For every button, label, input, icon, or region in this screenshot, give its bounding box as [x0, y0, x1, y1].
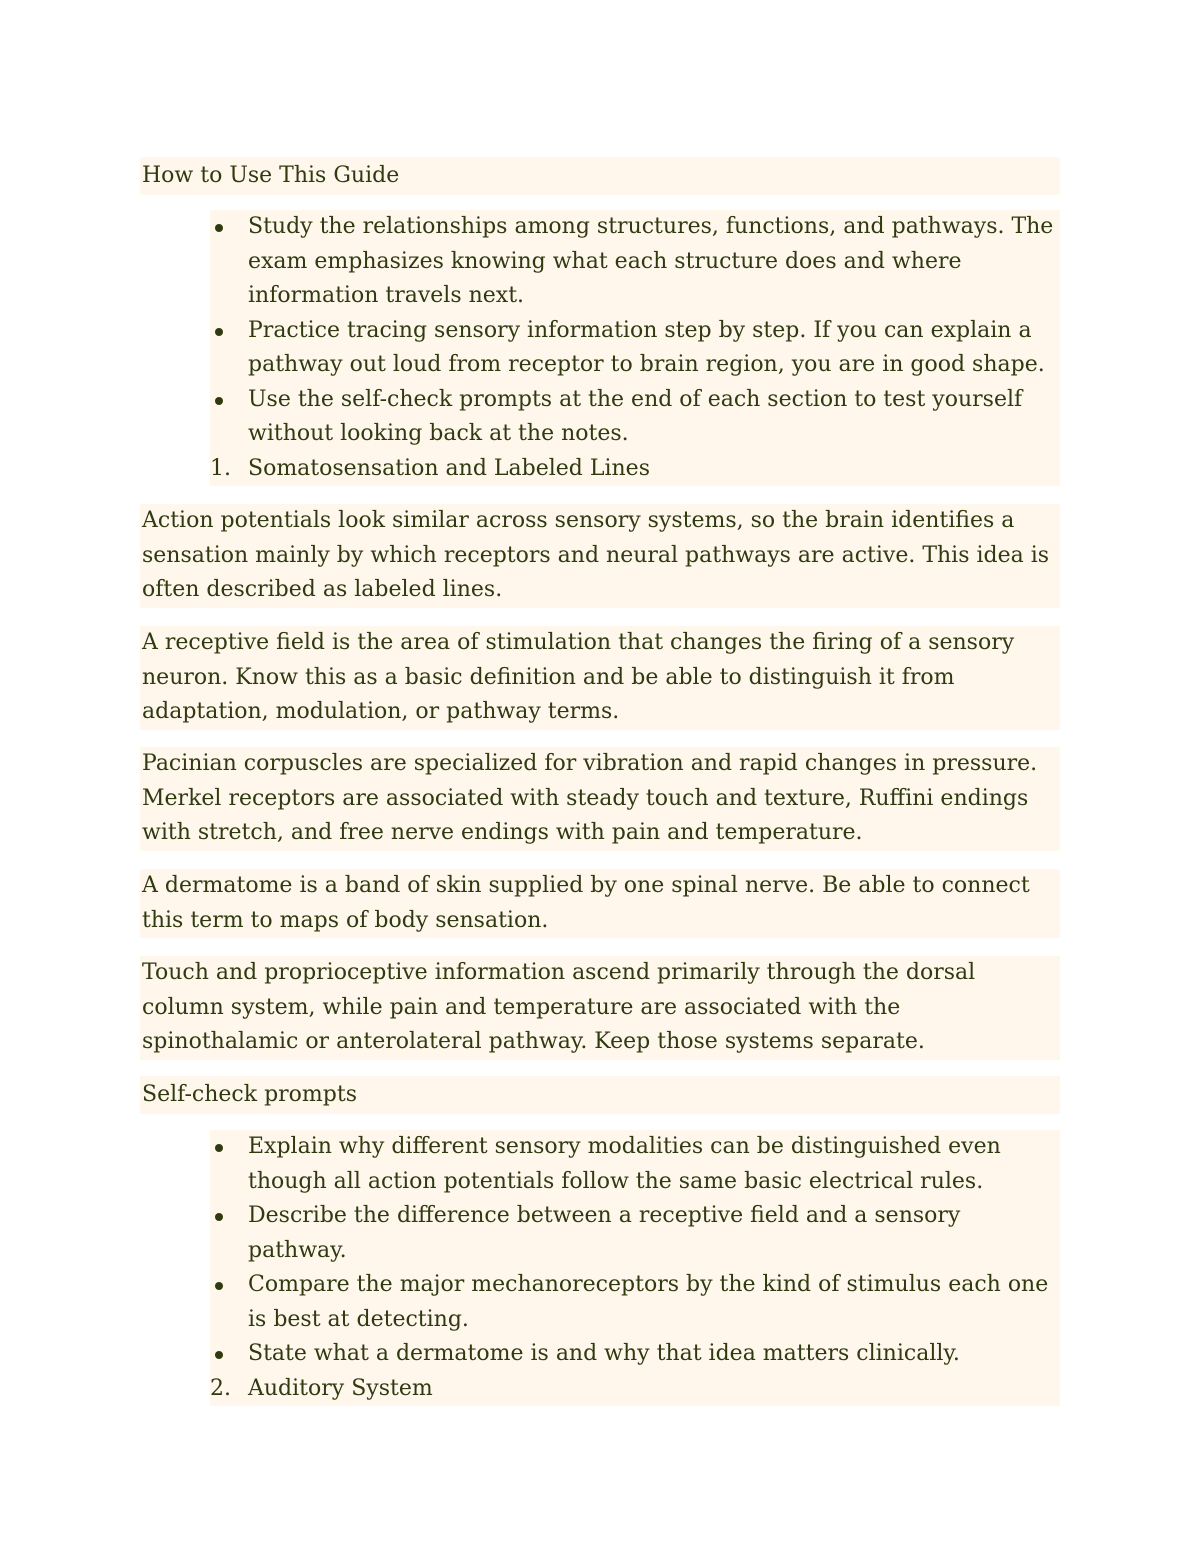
- paragraph: A dermatome is a band of skin supplied by one spinal nerve. Be able to connect this term to maps of body sensation.: [140, 869, 1060, 938]
- section-number: 1.: [210, 455, 231, 481]
- list-item: State what a dermatome is and why that idea matters clinically.: [210, 1337, 1060, 1372]
- list-item: Use the self-check prompts at the end of each section to test yourself without looking back at the notes.: [210, 383, 1060, 452]
- selfcheck-heading: Self-check prompts: [140, 1076, 1060, 1114]
- list-item: Practice tracing sensory information step by step. If you can explain a pathway out loud from receptor to brain region, you are in good shape.: [210, 314, 1060, 383]
- guide-list: [210, 210, 1060, 486]
- section-2-title-item: [210, 1372, 1060, 1407]
- list-item: Study the relationships among structures, functions, and pathways. The exam emphasizes knowing what each structure does and where information travels next.: [210, 210, 1060, 314]
- section-title: Somatosensation and Labeled Lines: [248, 455, 650, 481]
- paragraph: Touch and proprioceptive information ascend primarily through the dorsal column system, while pain and temperature are associated with the spinothalamic or anterolateral pathway. Keep those systems separate.: [140, 956, 1060, 1060]
- list-item: Describe the difference between a receptive field and a sensory pathway.: [210, 1199, 1060, 1268]
- section-number: 2.: [210, 1375, 231, 1401]
- paragraph: Action potentials look similar across sensory systems, so the brain identifies a sensation mainly by which receptors and neural pathways are active. This idea is often described as labeled lines.: [140, 504, 1060, 608]
- list-item: Compare the major mechanoreceptors by the kind of stimulus each one is best at detecting.: [210, 1268, 1060, 1337]
- section-1-title-item: [210, 452, 1060, 487]
- section-title: Auditory System: [248, 1375, 433, 1401]
- paragraph: Pacinian corpuscles are specialized for vibration and rapid changes in pressure. Merkel receptors are associated with steady touch and texture, Ruffini endings with stretch, and free nerve endings with pain and temperature.: [140, 747, 1060, 851]
- paragraph: A receptive field is the area of stimulation that changes the firing of a sensory neuron. Know this as a basic definition and be able to distinguish it from adaptation, modulation, or pathway terms.: [140, 626, 1060, 730]
- guide-heading: How to Use This Guide: [140, 157, 1060, 195]
- selfcheck-list: [210, 1130, 1060, 1406]
- list-item: Explain why different sensory modalities can be distinguished even though all action potentials follow the same basic electrical rules.: [210, 1130, 1060, 1199]
